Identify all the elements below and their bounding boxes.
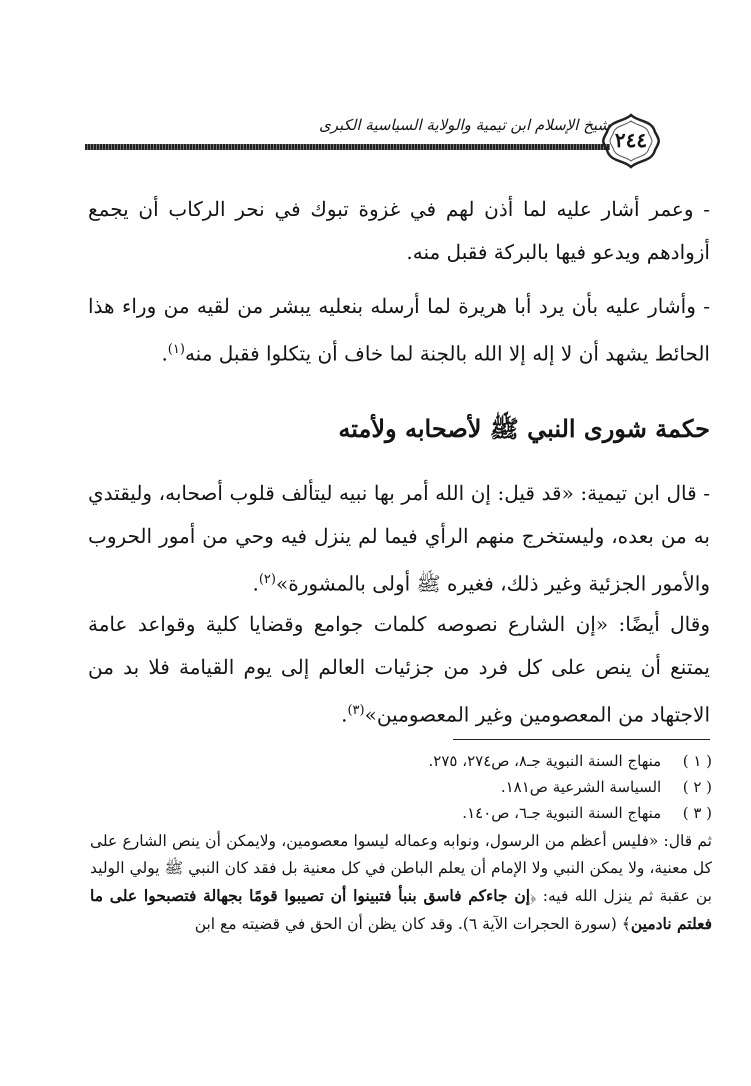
page-number: ٢٤٤	[614, 128, 648, 152]
quran-verse: إن جاءكم فاسق بنبأ فتبينوا أن تصيبوا قومًا بجهالة فتصبحوا على ما فعلتم نادمين	[90, 886, 712, 933]
footnote-text: ﴾ (سورة الحجرات الآية ٦). وقد كان يظن أن الحق في قضيته مع ابن	[194, 915, 631, 933]
paragraph-4: وقال أيضًا: «إن الشارع نصوصه كلمات جوامع وقضايا كلية وقواعد عامة يمتنع أن ينص على كل فرد من جزئيات العالم إلى يوم القيامة فلا بد من الاجتهاد من المعصومين وغير المعصومين»$^{(٣)}$.	[88, 612, 710, 727]
footnote-continuation	[90, 828, 712, 938]
paragraph-text: - قال ابن تيمية: «قد قيل: إن الله أمر بها نبيه ليتألف قلوب أصحابه، وليقتدي به من بعده، وليستخرج منهم الرأي فيما لم ينزل فيه وحي من أمور الحروب والأمور الجزئية وغير ذلك، فغيره ﷺ أولى بالمشورة»	[88, 481, 710, 596]
footnotes	[90, 748, 712, 938]
running-header	[85, 110, 610, 150]
page-number-badge	[602, 112, 660, 170]
footnote-item	[90, 748, 712, 774]
header-title: شيخ الإسلام ابن تيمية والولاية السياسية الكبرى	[318, 116, 610, 134]
paragraph-2: - وأشار عليه بأن يرد أبا هريرة لما أرسله بنعليه يبشر من لقيه من وراء هذا الحائط يشهد أن لا إله إلا الله بالجنة لما خاف أن يتكلوا فقبل منه$^{(١)}$.	[88, 294, 710, 366]
footnote-text: ثم قال: «فليس أعظم من الرسول، ونوابه وعماله ليسوا معصومين، ولايمكن أن ينص الشارع على كل معنية، ولا يمكن النبي ولا الإمام أن يعلم الباطن في كل معنية بل فقد كان النبي ﷺ يولي الوليد بن عقبة ثم ينزل الله فيه: ﴿	[90, 832, 712, 905]
section-heading: حكمة شورى النبي ﷺ لأصحابه ولأمته	[338, 414, 710, 443]
footnote-ref: (١)	[167, 342, 185, 357]
paragraph-text: - وعمر أشار عليه لما أذن لهم في غزوة تبوك في نحر الركاب أن يجمع أزوادهم ويدعو فيها بالبركة فقبل منه.	[88, 197, 710, 264]
header-rule	[85, 144, 610, 150]
paragraph-1	[88, 188, 710, 274]
footnote-number: ( ٣ )	[682, 804, 712, 822]
footnote-ref: (٢)	[258, 572, 276, 587]
footnote-item	[90, 774, 712, 800]
paragraph-text: - وأشار عليه بأن يرد أبا هريرة لما أرسله بنعليه يبشر من لقيه من وراء هذا الحائط يشهد أن لا إله إلا الله بالجنة لما خاف أن يتكلوا فقبل منه	[88, 294, 710, 366]
paragraph-3: - قال ابن تيمية: «قد قيل: إن الله أمر بها نبيه ليتألف قلوب أصحابه، وليقتدي به من بعده، وليستخرج منهم الرأي فيما لم ينزل فيه وحي من أمور الحروب والأمور الجزئية وغير ذلك، فغيره ﷺ أولى بالمشورة»$^{(٢)}$.	[88, 481, 710, 596]
footnote-text: منهاج السنة النبوية جـ٨، ص٢٧٤، ٢٧٥.	[428, 752, 662, 770]
footnote-divider	[453, 739, 710, 740]
footnote-text: منهاج السنة النبوية جـ٦، ص١٤٠.	[462, 804, 662, 822]
footnote-number: ( ١ )	[682, 752, 712, 770]
footnote-number: ( ٢ )	[682, 778, 712, 796]
footnote-text: السياسة الشرعية ص١٨١.	[500, 778, 662, 796]
paragraph-text: وقال أيضًا: «إن الشارع نصوصه كلمات جوامع وقضايا كلية وقواعد عامة يمتنع أن ينص على كل فرد من جزئيات العالم إلى يوم القيامة فلا بد من الاجتهاد من المعصومين وغير المعصومين»	[88, 612, 710, 727]
footnote-ref: (٣)	[347, 703, 365, 718]
footnote-item	[90, 800, 712, 826]
